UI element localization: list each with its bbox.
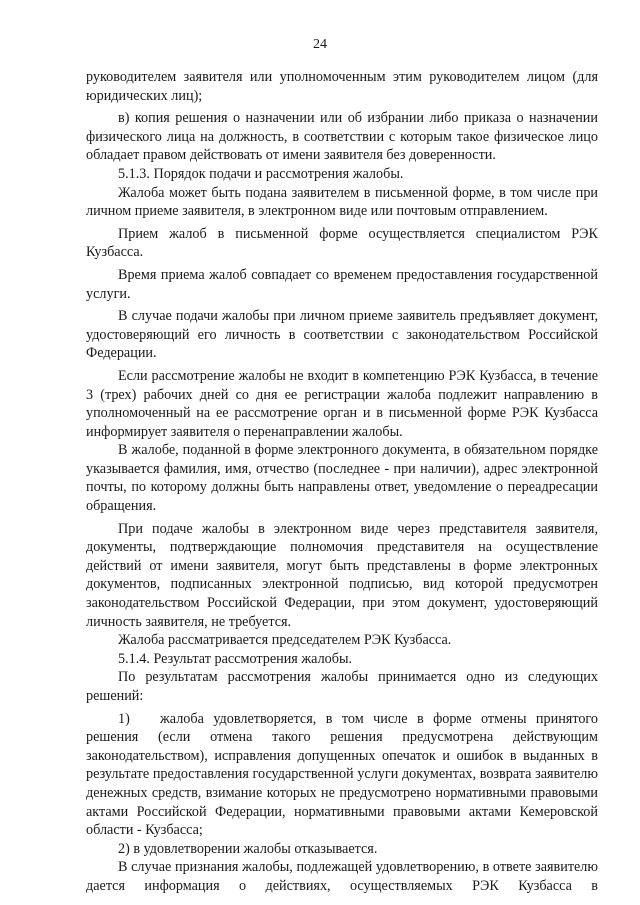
paragraph-continuation: руководителем заявителя или уполномоченным этим руководителем лицом (для юридических лиц);	[86, 69, 598, 104]
decision-1-text: жалоба удовлетворяется, в том числе в форме отмены принятого решения (если отмена такого решения предусмотрена действующим законодательством), исправления допущенных опечаток и ошибок в выданных в результате предоставления государственной услуги документах, возврата заявителю денежных средств, взимание которых не предусмотрено нормативными правовыми актами Российской Федерации, нормативными правовыми актами Кемеровской области - Кузбасса;	[86, 710, 598, 839]
paragraph-electronic-form: В жалобе, поданной в форме электронного документа, в обязательном порядке указывается фамилия, имя, отчество (последнее - при наличии), адрес электронной почты, по которому должны быть направлены ответ, уведомление о переадресации обращения.	[86, 442, 598, 515]
paragraph-item-v: в) копия решения о назначении или об избрании либо приказа о назначении физического лица на должность, в соответствии с которым такое физическое лицо обладает правом действовать от имени заявителя без доверенности.	[86, 110, 598, 164]
paragraph-chairman: Жалоба рассматривается председателем РЭК Кузбасса.	[118, 632, 452, 649]
section-heading-5-1-3: 5.1.3. Порядок подачи и рассмотрения жалобы.	[118, 165, 404, 182]
page-number: 24	[313, 37, 327, 52]
paragraph-decisions-intro: По результатам рассмотрения жалобы принимается одно из следующих решений:	[86, 669, 598, 704]
paragraph-decision-2: 2) в удовлетворении жалобы отказывается.	[118, 840, 378, 857]
paragraph-personal-document: В случае подачи жалобы при личном приеме заявитель предъявляет документ, удостоверяющий его личность в соответствии с законодательством Российской Федерации.	[86, 308, 598, 362]
section-heading-5-1-4: 5.1.4. Результат рассмотрения жалобы.	[118, 650, 353, 667]
paragraph-representative: При подаче жалобы в электронном виде через представителя заявителя, документы, подтверждающие полномочия представителя на осуществление действий от имени заявителя, могут быть представлены в форме электронных документов, подписанных электронной подписью, вид которой предусмотрен законодательством Российской Федерации, при этом документ, удостоверяющий личность заявителя, не требуется.	[86, 520, 598, 630]
decision-1-number: 1)	[118, 710, 130, 727]
paragraph-decision-1	[86, 710, 598, 840]
paragraph-competence: Если рассмотрение жалобы не входит в компетенцию РЭК Кузбасса, в течение 3 (трех) рабочих дней со дня ее регистрации жалоба подлежит направлению в уполномоченный на ее рассмотрение орган и в письменной форме РЭК Кузбасса информирует заявителя о перенаправлении жалобы.	[86, 367, 598, 440]
paragraph-complaint-forms: Жалоба может быть подана заявителем в письменной форме, в том числе при личном приеме заявителя, в электронном виде или почтовым отправлением.	[86, 184, 598, 220]
paragraph-recognition: В случае признания жалобы, подлежащей удовлетворению, в ответе заявителю дается информация о действиях, осуществляемых РЭК Кузбасса в	[86, 859, 598, 894]
paragraph-reception-time: Время приема жалоб совпадает со временем предоставления государственной услуги.	[86, 266, 598, 302]
paragraph-written-reception: Прием жалоб в письменной форме осуществляется специалистом РЭК Кузбасса.	[86, 225, 598, 261]
document-body	[86, 68, 598, 896]
